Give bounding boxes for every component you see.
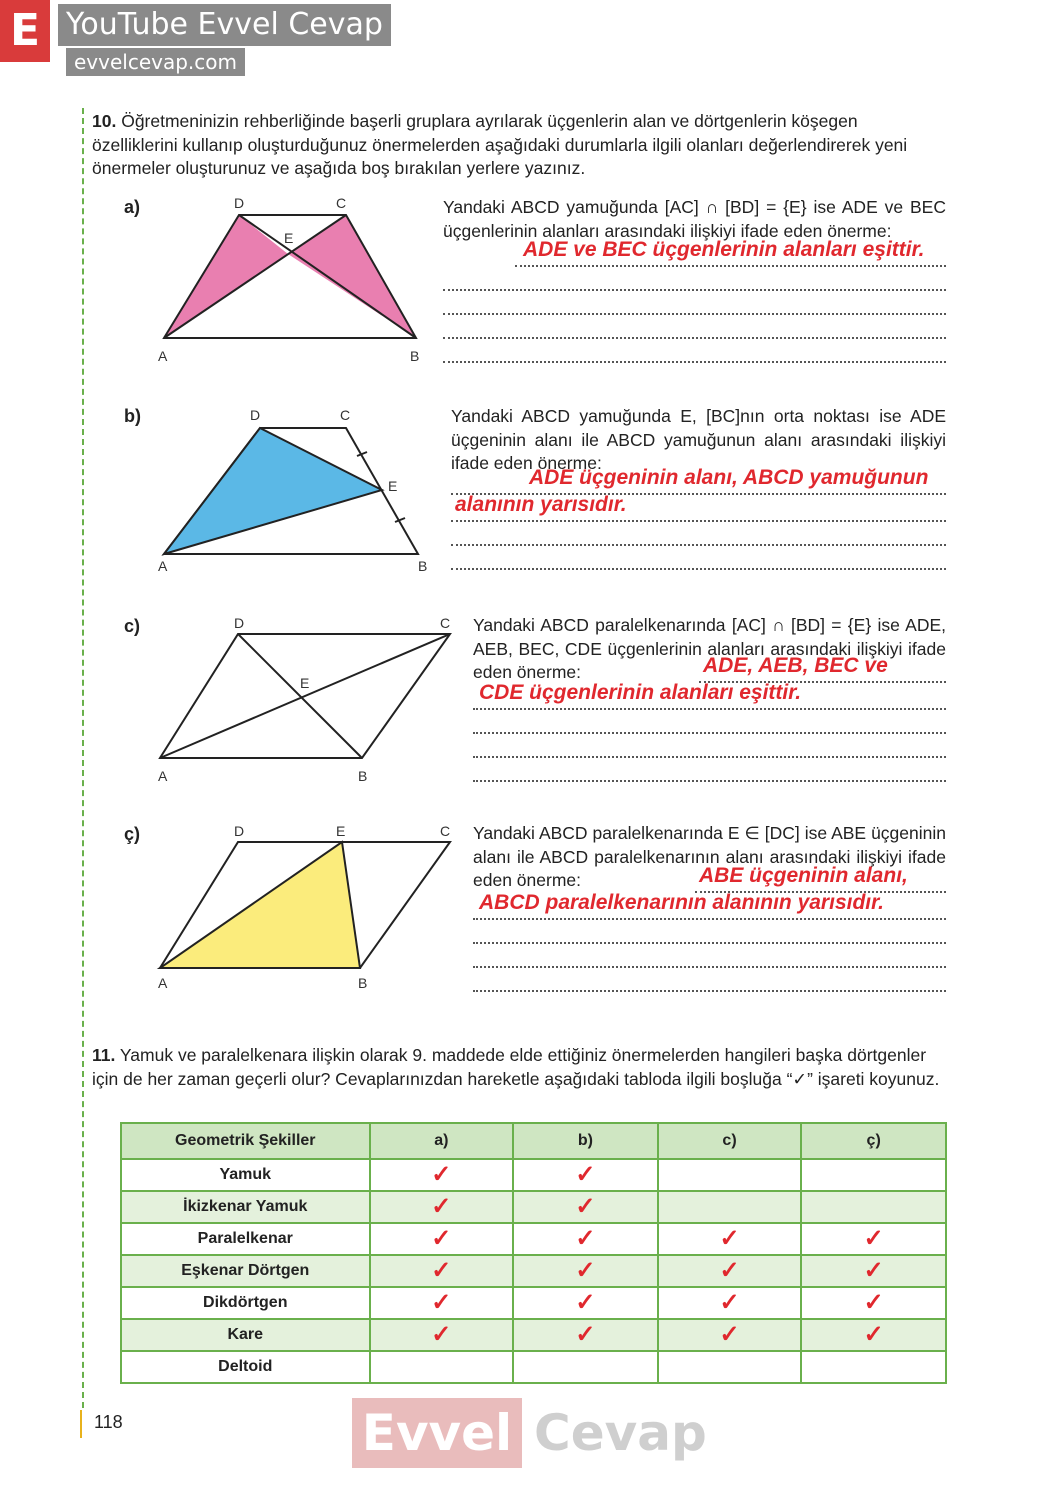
- shape-name-cell: Kare: [121, 1319, 370, 1351]
- table-header: ç): [801, 1123, 946, 1159]
- check-mark-icon: ✓: [431, 1289, 452, 1316]
- page-number: 118: [94, 1412, 123, 1432]
- check-mark-icon: ✓: [719, 1257, 740, 1284]
- question-number: 11.: [92, 1045, 116, 1065]
- table-row: [121, 1287, 946, 1319]
- question-text: Yamuk ve paralelkenara ilişkin olarak 9. maddede elde ettiğiniz önermelerden hangileri başka dörtgenler için de her zaman geçerli olur? Cevaplarınızdan hareketle aşağıdaki tabloda ilgili boşluğa “✓” işareti koyunuz.: [92, 1045, 940, 1089]
- triangle-abe: [160, 842, 360, 968]
- shape-name-cell: Dikdörtgen: [121, 1287, 370, 1319]
- check-cell: [513, 1351, 658, 1383]
- question-10: [92, 110, 947, 181]
- check-cell: [513, 1255, 658, 1287]
- answer-cc-line2: ABCD paralelkenarının alanının yarısıdır.: [479, 891, 884, 914]
- check-cell: [801, 1255, 946, 1287]
- check-cell: [801, 1191, 946, 1223]
- answer-lines-c: [473, 656, 946, 782]
- shape-name-cell: Paralelkenar: [121, 1223, 370, 1255]
- check-mark-icon: ✓: [431, 1161, 452, 1188]
- vertex-d: D: [234, 615, 245, 631]
- vertex-d: D: [234, 195, 245, 211]
- part-label-a: a): [124, 197, 141, 217]
- vertex-e: E: [388, 478, 398, 494]
- table-header: Geometrik Şekiller: [121, 1123, 370, 1159]
- part-label-b: b): [124, 406, 141, 426]
- answer-cc-line1: ABE üçgeninin alanı,: [699, 864, 908, 887]
- table-row: [121, 1351, 946, 1383]
- answer-c-line1: ADE, AEB, BEC ve: [703, 654, 888, 677]
- vertex-a: A: [158, 348, 168, 364]
- table-row: [121, 1223, 946, 1255]
- check-mark-icon: ✓: [719, 1225, 740, 1252]
- question-number: 10.: [92, 111, 117, 131]
- vertex-d: D: [250, 407, 261, 423]
- question-11: [92, 1044, 947, 1091]
- check-mark-icon: ✓: [719, 1321, 740, 1348]
- check-mark-icon: ✓: [431, 1321, 452, 1348]
- check-cell: [370, 1223, 514, 1255]
- site-banner: evvelcevap.com: [66, 48, 245, 76]
- vertex-a: A: [158, 768, 168, 784]
- check-cell: [658, 1191, 802, 1223]
- brand-left: Evvel: [352, 1398, 522, 1468]
- statement-b: [451, 405, 946, 476]
- shapes-table: [120, 1122, 947, 1384]
- vertex-d: D: [234, 823, 245, 839]
- check-cell: [801, 1159, 946, 1191]
- check-cell: [370, 1319, 514, 1351]
- statement-text: Yandaki ABCD paralelkenarında E ∈ [DC] ise ABE üçgeninin alanı ile ABCD paralelkenarının alanı arasındaki ilişkiyi ifade eden önerme:: [473, 823, 946, 890]
- statement-text: Yandaki ABCD yamuğunda E, [BC]nın orta noktası ise ADE üçgeninin alanı ile ABCD yamuğunun alanı arasındaki ilişkiyi ifade eden önerme:: [451, 406, 946, 473]
- parallelogram-figure-c: [150, 610, 460, 790]
- answer-c-line2: CDE üçgenlerinin alanları eşittir.: [479, 681, 802, 704]
- vertex-a: A: [158, 558, 168, 574]
- check-mark-icon: ✓: [863, 1257, 884, 1284]
- answer-lines-b: [451, 468, 946, 570]
- check-cell: [801, 1319, 946, 1351]
- answer-lines-a: [443, 240, 946, 363]
- check-cell: [658, 1319, 802, 1351]
- vertex-a: A: [158, 975, 168, 991]
- check-cell: [801, 1223, 946, 1255]
- statement-text: Yandaki ABCD paralelkenarında [AC] ∩ [BD] = {E} ise ADE, AEB, BEC, CDE üçgenlerinin alanları arasındaki ilişkiyi ifade eden önerme:: [473, 615, 946, 682]
- check-cell: [658, 1351, 802, 1383]
- table-row: [121, 1319, 946, 1351]
- answer-lines-cc: [473, 866, 946, 992]
- triangle-ade: [164, 428, 382, 554]
- vertex-e: E: [284, 230, 294, 246]
- check-mark-icon: ✓: [431, 1257, 452, 1284]
- vertex-c: C: [440, 615, 451, 631]
- check-cell: [658, 1223, 802, 1255]
- vertex-e: E: [300, 675, 310, 691]
- check-cell: [801, 1287, 946, 1319]
- shape-name-cell: Eşkenar Dörtgen: [121, 1255, 370, 1287]
- check-cell: [513, 1159, 658, 1191]
- channel-banner: YouTube Evvel Cevap: [58, 4, 391, 46]
- check-mark-icon: ✓: [575, 1289, 596, 1316]
- table-row: [121, 1191, 946, 1223]
- check-mark-icon: ✓: [863, 1225, 884, 1252]
- table-row: [121, 1255, 946, 1287]
- vertex-c: C: [440, 823, 451, 839]
- answer-b-line1: ADE üçgeninin alanı, ABCD yamuğunun: [529, 466, 929, 489]
- check-mark-icon: ✓: [575, 1193, 596, 1220]
- check-mark-icon: ✓: [863, 1289, 884, 1316]
- check-cell: [513, 1223, 658, 1255]
- table-header: b): [513, 1123, 658, 1159]
- shape-name-cell: İkizkenar Yamuk: [121, 1191, 370, 1223]
- check-cell: [370, 1159, 514, 1191]
- table-header: a): [370, 1123, 514, 1159]
- logo-letter: E: [0, 0, 50, 62]
- trapezoid-figure-a: [150, 190, 440, 370]
- table-row: [121, 1159, 946, 1191]
- answer-a-line1: ADE ve BEC üçgenlerinin alanları eşittir.: [523, 238, 925, 261]
- check-mark-icon: ✓: [431, 1193, 452, 1220]
- check-cell: [370, 1287, 514, 1319]
- check-mark-icon: ✓: [431, 1225, 452, 1252]
- vertex-c: C: [336, 195, 347, 211]
- part-label-c: c): [124, 616, 141, 636]
- check-cell: [370, 1191, 514, 1223]
- check-cell: [370, 1255, 514, 1287]
- check-mark-icon: ✓: [575, 1161, 596, 1188]
- check-mark-icon: ✓: [575, 1225, 596, 1252]
- question-text: Öğretmeninizin rehberliğinde başerli gruplara ayrılarak üçgenlerin alan ve dörtgenlerin köşegen özelliklerini kullanıp oluşturduğunuz önermelerden aşağıdaki durumlarla ilgili olanları değerlendirerek yeni önermeler oluşturunuz ve aşağıda boş bırakılan yerlere yazınız.: [92, 111, 908, 178]
- statement-a: [443, 196, 946, 243]
- check-mark-icon: ✓: [719, 1289, 740, 1316]
- margin-line: [82, 108, 84, 1408]
- shape-name-cell: Deltoid: [121, 1351, 370, 1383]
- part-label-cc: ç): [124, 824, 141, 844]
- check-cell: [801, 1351, 946, 1383]
- answer-b-line2: alanının yarısıdır.: [455, 493, 627, 516]
- check-cell: [658, 1287, 802, 1319]
- check-mark-icon: ✓: [575, 1321, 596, 1348]
- trapezoid-figure-b: [150, 400, 440, 580]
- vertex-e: E: [336, 823, 346, 839]
- vertex-b: B: [358, 768, 368, 784]
- table-header-row: [121, 1123, 946, 1159]
- statement-text: Yandaki ABCD yamuğunda [AC] ∩ [BD] = {E} ise ADE ve BEC üçgenlerinin alanları arasındaki ilişkiyi ifade eden önerme:: [443, 197, 946, 241]
- parallelogram-figure-cc: [150, 818, 460, 998]
- table-header: c): [658, 1123, 802, 1159]
- vertex-b: B: [418, 558, 428, 574]
- check-mark-icon: ✓: [863, 1321, 884, 1348]
- vertex-b: B: [358, 975, 368, 991]
- vertex-b: B: [410, 348, 420, 364]
- check-cell: [658, 1159, 802, 1191]
- check-cell: [658, 1255, 802, 1287]
- brand-right: Cevap: [534, 1404, 707, 1462]
- check-cell: [513, 1287, 658, 1319]
- check-cell: [513, 1191, 658, 1223]
- check-mark-icon: ✓: [575, 1257, 596, 1284]
- vertex-c: C: [340, 407, 351, 423]
- check-cell: [370, 1351, 514, 1383]
- shape-name-cell: Yamuk: [121, 1159, 370, 1191]
- check-cell: [513, 1319, 658, 1351]
